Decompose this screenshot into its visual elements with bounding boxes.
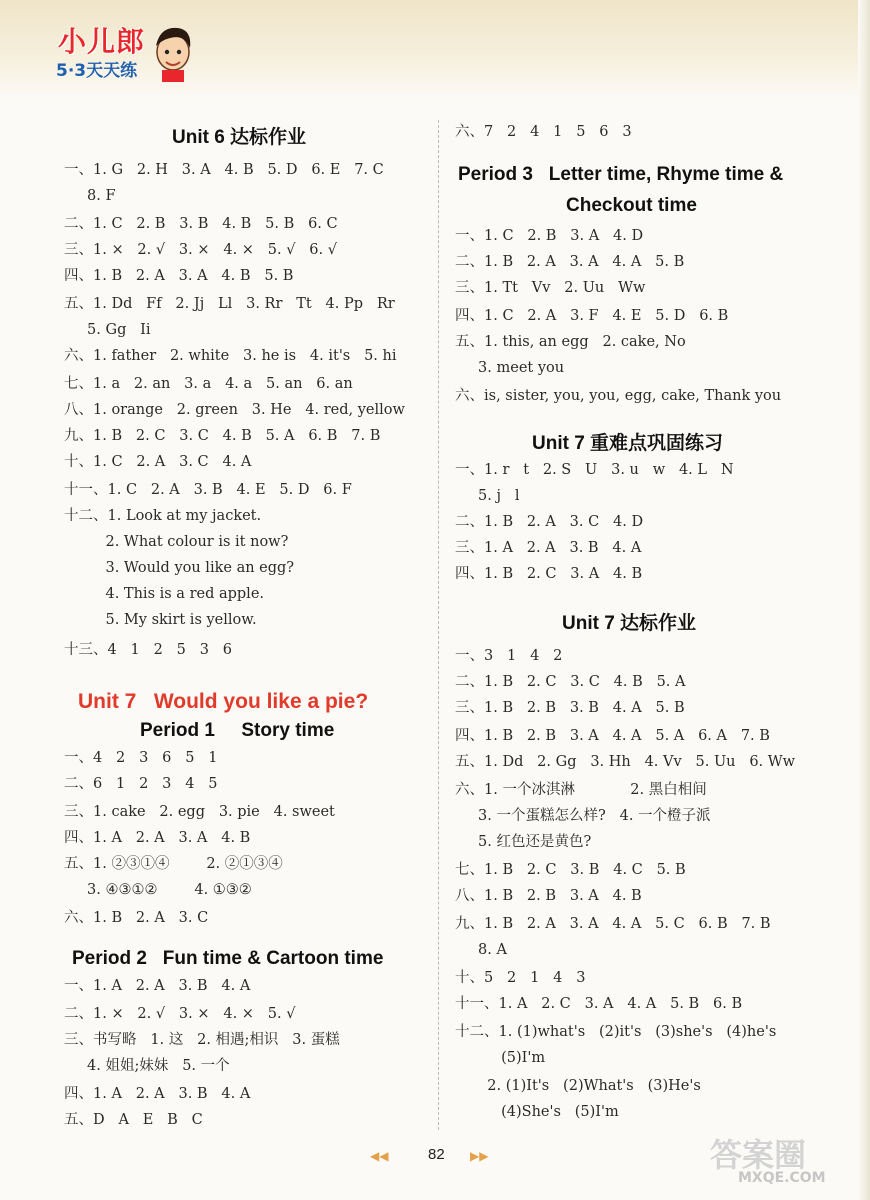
left-answer-line: 二、6 1 2 3 4 5: [64, 776, 218, 792]
brand-name: 小儿郎: [58, 25, 146, 58]
left-answer-line: 三、书写略 1. 这 2. 相遇;相识 3. 蛋糕: [64, 1032, 340, 1048]
left-answer-line: 五、1. Dd Ff 2. Jj Ll 3. Rr Tt 4. Pp Rr: [64, 296, 395, 312]
page-edge-shadow: [858, 0, 870, 1200]
right-answer-line: 二、1. B 2. C 3. C 4. B 5. A: [455, 674, 686, 690]
right-answer-line: 8. A: [455, 942, 507, 958]
left-answer-line: 十三、4 1 2 5 3 6: [64, 642, 232, 658]
mascot-boy-icon: [150, 22, 196, 82]
left-answer-line: 4. This is a red apple.: [64, 586, 265, 602]
left-answer-line: 二、1. C 2. B 3. B 4. B 5. B 6. C: [64, 216, 338, 232]
right-answer-line: 一、3 1 4 2: [455, 648, 563, 664]
left-answer-line: 五、D A E B C: [64, 1112, 203, 1128]
right-answer-line: 一、1. C 2. B 3. A 4. D: [455, 228, 644, 244]
right-answer-line: 九、1. B 2. A 3. A 4. A 5. C 6. B 7. B: [455, 916, 771, 932]
right-answer-line: 八、1. B 2. B 3. A 4. B: [455, 888, 642, 904]
right-answer-line: 六、1. 一个冰淇淋 2. 黑白相间: [455, 782, 707, 798]
page-footer: [370, 1146, 510, 1170]
left-answer-line: 十、1. C 2. A 3. C 4. A: [64, 454, 252, 470]
right-answer-line: 2. (1)It's (2)What's (3)He's: [455, 1078, 701, 1094]
right-answer-line: 3. meet you: [455, 360, 565, 376]
right-answer-line: 3. 一个蛋糕怎么样? 4. 一个橙子派: [455, 808, 711, 824]
right-answer-line: 三、1. B 2. B 3. B 4. A 5. B: [455, 700, 685, 716]
right-answer-line: 一、1. r t 2. S U 3. u w 4. L N: [455, 462, 734, 478]
right-answer-line: 二、1. B 2. A 3. C 4. D: [455, 514, 644, 530]
right-answer-line: 三、1. Tt Vv 2. Uu Ww: [455, 280, 646, 296]
prev-arrows-icon: ◀◀: [370, 1149, 389, 1163]
watermark-site: MXQE.COM: [738, 1170, 826, 1186]
right-answer-line: 5. j l: [455, 488, 520, 504]
left-answer-line: 一、1. A 2. A 3. B 4. A: [64, 978, 251, 994]
left-answer-line: 5. Gg Ii: [64, 322, 151, 338]
next-arrows-icon: ▶▶: [470, 1149, 489, 1163]
left-section-heading: Period 2 Fun time & Cartoon time: [72, 948, 384, 969]
left-answer-line: 九、1. B 2. C 3. C 4. B 5. A 6. B 7. B: [64, 428, 381, 444]
left-section-heading: Unit 7 Would you like a pie?: [78, 690, 369, 713]
left-answer-line: 四、1. A 2. A 3. B 4. A: [64, 1086, 251, 1102]
left-answer-line: 二、1. × 2. √ 3. × 4. × 5. √: [64, 1006, 296, 1022]
left-answer-line: 3. Would you like an egg?: [64, 560, 295, 576]
left-answer-line: 八、1. orange 2. green 3. He 4. red, yellow: [64, 402, 405, 418]
left-answer-line: 六、1. B 2. A 3. C: [64, 910, 209, 926]
left-answer-line: 5. My skirt is yellow.: [64, 612, 257, 628]
right-answer-line: (5)I'm: [455, 1050, 546, 1066]
right-section-heading: Period 3 Letter time, Rhyme time &: [458, 164, 784, 185]
right-answer-line: 五、1. Dd 2. Gg 3. Hh 4. Vv 5. Uu 6. Ww: [455, 754, 796, 770]
right-answer-line: 二、1. B 2. A 3. A 4. A 5. B: [455, 254, 685, 270]
left-answer-line: 4. 姐姐;妹妹 5. 一个: [64, 1058, 230, 1074]
left-answer-line: 十一、1. C 2. A 3. B 4. E 5. D 6. F: [64, 482, 352, 498]
watermark-main: 答案圈: [710, 1136, 807, 1174]
left-answer-line: 六、1. father 2. white 3. he is 4. it's 5. hi: [64, 348, 397, 364]
right-answer-line: 四、1. B 2. C 3. A 4. B: [455, 566, 643, 582]
page-number: 82: [428, 1146, 445, 1163]
left-section-heading: Period 1 Story time: [140, 720, 335, 741]
left-answer-line: 十二、1. Look at my jacket.: [64, 508, 262, 524]
right-answer-line: 四、1. B 2. B 3. A 4. A 5. A 6. A 7. B: [455, 728, 770, 744]
right-answer-line: 十一、1. A 2. C 3. A 4. A 5. B 6. B: [455, 996, 743, 1012]
left-answer-line: 三、1. × 2. √ 3. × 4. × 5. √ 6. √: [64, 242, 337, 258]
series-logo: [52, 20, 202, 88]
right-answer-line: 5. 红色还是黄色?: [455, 834, 592, 850]
right-answer-line: 三、1. A 2. A 3. B 4. A: [455, 540, 642, 556]
right-answer-line: 十、5 2 1 4 3: [455, 970, 586, 986]
left-answer-line: 3. ④③①② 4. ①③②: [64, 882, 252, 898]
left-section-heading: Unit 6 达标作业: [172, 127, 307, 148]
series-name: 5·3天天练: [56, 61, 138, 81]
left-answer-line: 三、1. cake 2. egg 3. pie 4. sweet: [64, 804, 335, 820]
right-answer-line: (4)She's (5)I'm: [455, 1104, 619, 1120]
left-answer-line: 四、1. B 2. A 3. A 4. B 5. B: [64, 268, 294, 284]
left-answer-line: 一、1. G 2. H 3. A 4. B 5. D 6. E 7. C: [64, 162, 384, 178]
column-divider: [438, 120, 439, 1130]
right-answer-line: 六、7 2 4 1 5 6 3: [455, 124, 632, 140]
right-section-heading: Checkout time: [566, 195, 697, 216]
right-answer-line: 十二、1. (1)what's (2)it's (3)she's (4)he's: [455, 1024, 777, 1040]
left-answer-line: 一、4 2 3 6 5 1: [64, 750, 218, 766]
left-answer-line: 2. What colour is it now?: [64, 534, 289, 550]
right-section-heading: Unit 7 达标作业: [562, 613, 697, 634]
right-answer-line: 四、1. C 2. A 3. F 4. E 5. D 6. B: [455, 308, 729, 324]
right-answer-line: 五、1. this, an egg 2. cake, No: [455, 334, 686, 350]
left-answer-line: 四、1. A 2. A 3. A 4. B: [64, 830, 251, 846]
right-answer-line: 七、1. B 2. C 3. B 4. C 5. B: [455, 862, 686, 878]
watermark: [700, 1130, 850, 1190]
right-section-heading: Unit 7 重难点巩固练习: [532, 433, 724, 454]
left-answer-line: 8. F: [64, 188, 116, 204]
left-answer-line: 五、1. ②③①④ 2. ②①③④: [64, 856, 283, 872]
right-answer-line: 六、is, sister, you, you, egg, cake, Thank you: [455, 388, 782, 404]
left-answer-line: 七、1. a 2. an 3. a 4. a 5. an 6. an: [64, 376, 353, 392]
